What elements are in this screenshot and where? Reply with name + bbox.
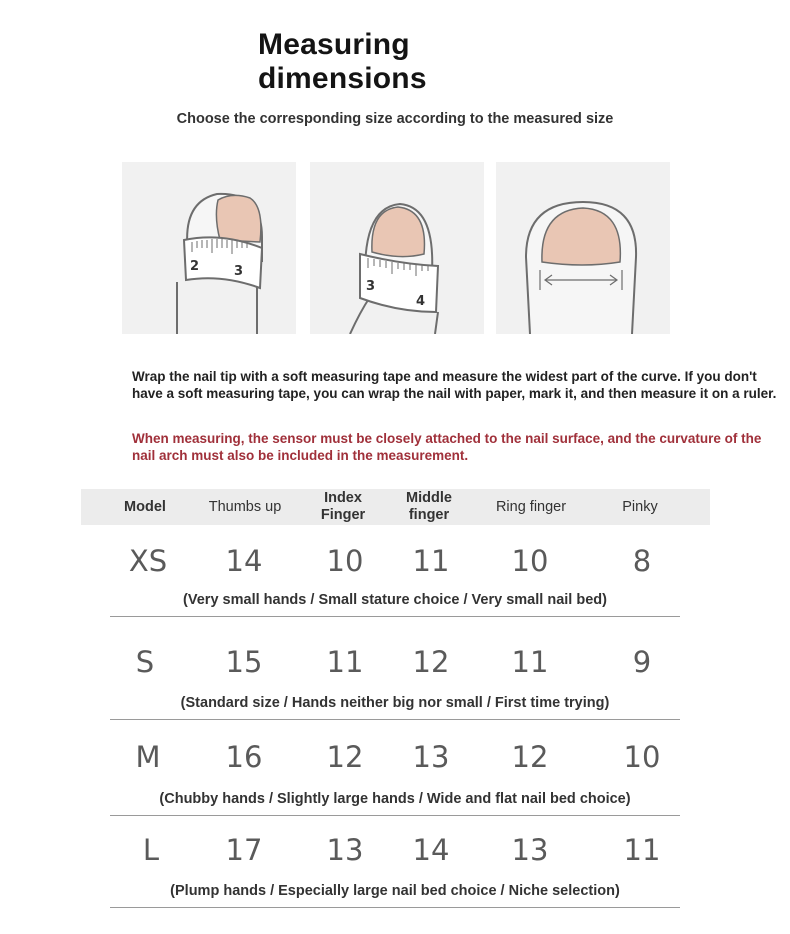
size-model: S <box>135 645 155 679</box>
illustration-tape-finger-2 <box>310 162 484 334</box>
size-value: 13 <box>511 833 549 867</box>
size-value: 12 <box>511 740 549 774</box>
size-value: 13 <box>326 833 364 867</box>
size-value: 8 <box>632 544 652 578</box>
header-model: Model <box>124 498 166 515</box>
size-note: (Standard size / Hands neither big nor small / First time trying) <box>180 695 610 711</box>
nail-width-illustration <box>496 162 670 334</box>
size-value: 11 <box>326 645 364 679</box>
size-value: 13 <box>412 740 450 774</box>
header-middle: Middle finger <box>406 490 452 523</box>
row-divider <box>110 907 680 908</box>
table-header <box>81 489 710 525</box>
tape-tick-label: 4 <box>416 294 426 309</box>
size-value: 17 <box>225 833 263 867</box>
size-value: 10 <box>623 740 661 774</box>
size-value: 12 <box>412 645 450 679</box>
fingertip-tape-illustration <box>310 162 484 334</box>
header-thumb: Thumbs up <box>208 498 282 515</box>
size-value: 14 <box>225 544 263 578</box>
measure-description: Wrap the nail tip with a soft measuring tape and measure the widest part of the curve. If you don't have a soft measuring tape, you can wrap the nail with paper, mark it, and then measure it on a ruler. <box>132 369 777 401</box>
size-value: 10 <box>511 544 549 578</box>
size-value: 11 <box>511 645 549 679</box>
row-divider <box>110 815 680 816</box>
size-value: 9 <box>632 645 652 679</box>
header-index: Index Finger <box>320 490 366 523</box>
size-value: 12 <box>326 740 364 774</box>
size-model: L <box>142 833 160 867</box>
size-note: (Very small hands / Small stature choice / Very small nail bed) <box>183 592 607 608</box>
measure-warning: When measuring, the sensor must be closely attached to the nail surface, and the curvature of the nail arch must also be included in the measurement. <box>132 431 762 463</box>
tape-tick-label: 2 <box>190 259 200 274</box>
size-value: 11 <box>623 833 661 867</box>
size-value: 10 <box>326 544 364 578</box>
header-pinky: Pinky <box>622 498 658 515</box>
row-divider <box>110 616 680 617</box>
size-value: 11 <box>412 544 450 578</box>
header-ring: Ring finger <box>495 498 567 515</box>
size-note: (Chubby hands / Slightly large hands / Wide and flat nail bed choice) <box>159 791 631 807</box>
tape-tick-label: 3 <box>366 279 376 294</box>
size-model: XS <box>128 544 168 578</box>
size-value: 16 <box>225 740 263 774</box>
illustration-nail-width <box>496 162 670 334</box>
finger-tape-illustration <box>122 162 296 334</box>
size-value: 15 <box>225 645 263 679</box>
illustration-tape-finger-1 <box>122 162 296 334</box>
size-note: (Plump hands / Especially large nail bed choice / Niche selection) <box>170 883 620 899</box>
tape-tick-label: 3 <box>234 264 244 279</box>
row-divider <box>110 719 680 720</box>
size-model: M <box>135 740 161 774</box>
page-title: Measuring dimensions <box>258 28 427 95</box>
size-value: 14 <box>412 833 450 867</box>
page-subtitle: Choose the corresponding size according to the measured size <box>176 111 614 127</box>
